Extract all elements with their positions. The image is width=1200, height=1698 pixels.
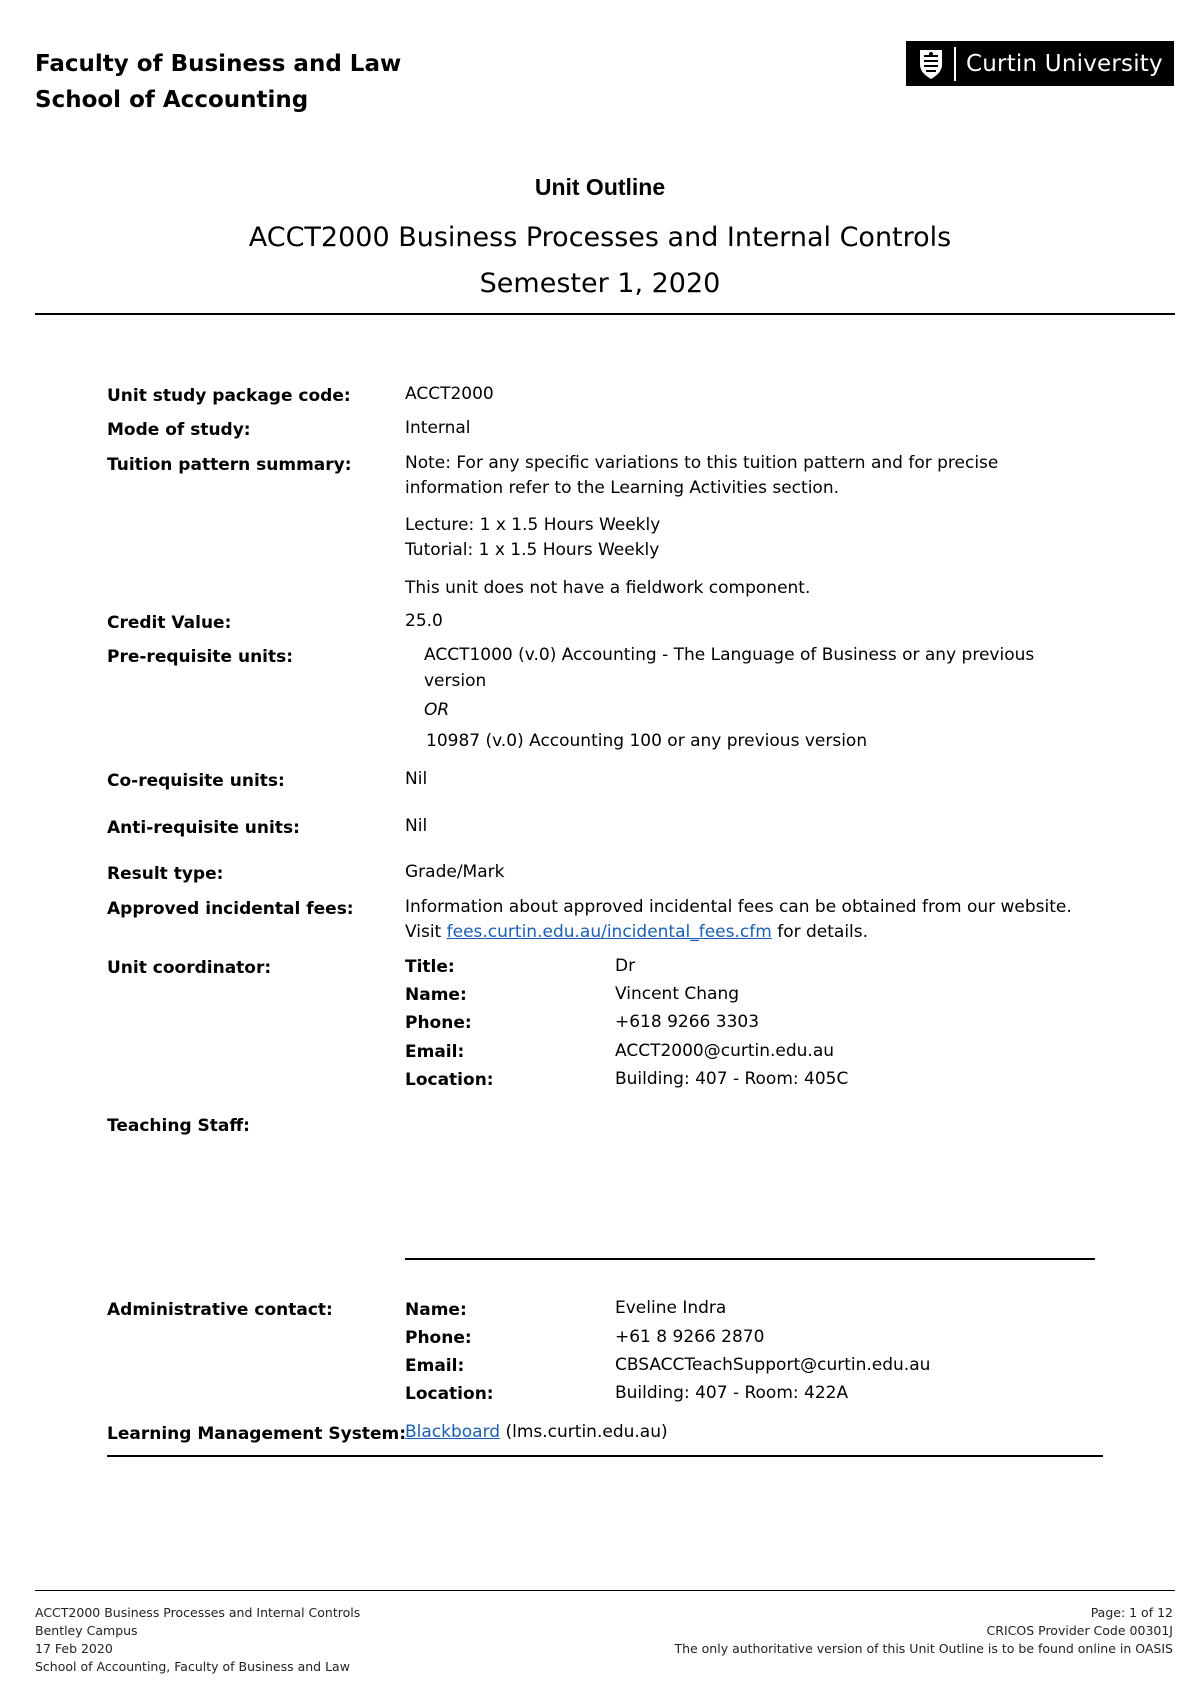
prereq-1: ACCT1000 (v.0) Accounting - The Language of Business or any previous <box>424 645 1035 665</box>
credit-value: 25.0 <box>405 611 443 631</box>
admin-email-label: Email: <box>405 1356 465 1376</box>
blackboard-link[interactable]: Blackboard <box>405 1422 501 1442</box>
result-label: Result type: <box>107 864 224 884</box>
admin-phone-label: Phone: <box>405 1328 472 1348</box>
semester: Semester 1, 2020 <box>479 268 721 299</box>
faculty-name: Faculty of Business and Law <box>35 51 402 77</box>
lms-divider <box>107 1455 1103 1457</box>
faculty-heading <box>35 46 401 118</box>
lecture-pattern: Lecture: 1 x 1.5 Hours Weekly <box>405 515 661 535</box>
prereq-1-cont: version <box>424 671 487 691</box>
admin-label: Administrative contact: <box>107 1300 333 1320</box>
coordinator-name-label: Name: <box>405 985 467 1005</box>
coordinator-name: Vincent Chang <box>615 984 740 1004</box>
lms-line <box>405 1419 668 1445</box>
logo-divider <box>954 47 956 81</box>
footer-unit: ACCT2000 Business Processes and Internal Controls <box>35 1605 361 1620</box>
school-name: School of Accounting <box>35 87 309 113</box>
fees-visit: Visit <box>405 922 442 942</box>
result-value: Grade/Mark <box>405 862 505 882</box>
lms-url: (lms.curtin.edu.au) <box>505 1422 668 1442</box>
coordinator-email: ACCT2000@curtin.edu.au <box>615 1041 835 1061</box>
credit-label: Credit Value: <box>107 613 232 633</box>
code-label: Unit study package code: <box>107 386 351 406</box>
mode-label: Mode of study: <box>107 420 251 440</box>
footer-date: 17 Feb 2020 <box>35 1641 113 1656</box>
coordinator-phone: +618 9266 3303 <box>615 1012 760 1032</box>
tuition-note-2: information refer to the Learning Activities section. <box>405 478 839 498</box>
admin-location: Building: 407 - Room: 422A <box>615 1383 849 1403</box>
coordinator-label: Unit coordinator: <box>107 958 272 978</box>
footer-cricos: CRICOS Provider Code 00301J <box>986 1623 1173 1638</box>
document-type: Unit Outline <box>534 174 666 200</box>
coordinator-location-label: Location: <box>405 1070 494 1090</box>
coreq-value: Nil <box>405 769 428 789</box>
fieldwork-note: This unit does not have a fieldwork component. <box>405 578 811 598</box>
footer-right <box>674 1604 1173 1658</box>
footer-campus: Bentley Campus <box>35 1623 138 1638</box>
crest-icon <box>916 47 946 81</box>
fees-label: Approved incidental fees: <box>107 899 354 919</box>
code-value: ACCT2000 <box>405 384 494 404</box>
footer-left <box>35 1604 360 1676</box>
prereq-2: 10987 (v.0) Accounting 100 or any previous version <box>426 731 868 751</box>
admin-email: CBSACCTeachSupport@curtin.edu.au <box>615 1355 931 1375</box>
curtin-logo <box>906 41 1174 86</box>
admin-name-label: Name: <box>405 1300 467 1320</box>
prereq-label: Pre-requisite units: <box>107 647 294 667</box>
lms-label: Learning Management System: <box>107 1424 407 1444</box>
fees-link[interactable]: fees.curtin.edu.au/incidental_fees.cfm <box>446 922 772 942</box>
admin-name: Eveline Indra <box>615 1298 727 1318</box>
footer-authority: The only authoritative version of this Unit Outline is to be found online in OASIS <box>674 1641 1173 1656</box>
coordinator-email-label: Email: <box>405 1042 465 1062</box>
coordinator-title-label: Title: <box>405 957 455 977</box>
antireq-value: Nil <box>405 816 428 836</box>
teaching-staff-label: Teaching Staff: <box>107 1116 250 1136</box>
coordinator-location: Building: 407 - Room: 405C <box>615 1069 849 1089</box>
tuition-note-1: Note: For any specific variations to this tuition pattern and for precise <box>405 453 999 473</box>
mode-value: Internal <box>405 418 471 438</box>
admin-phone: +61 8 9266 2870 <box>615 1327 765 1347</box>
coordinator-title: Dr <box>615 956 636 976</box>
tutorial-pattern: Tutorial: 1 x 1.5 Hours Weekly <box>405 540 660 560</box>
footer-page: Page: 1 of 12 <box>1090 1605 1173 1620</box>
fees-visit-line <box>405 919 868 945</box>
prereq-or: OR <box>424 700 450 720</box>
logo-text: Curtin University <box>966 50 1163 77</box>
fees-info: Information about approved incidental fees can be obtained from our website. <box>405 897 1072 917</box>
fees-after: for details. <box>777 922 869 942</box>
unit-title: ACCT2000 Business Processes and Internal Controls <box>248 222 952 253</box>
tuition-label: Tuition pattern summary: <box>107 455 352 475</box>
admin-location-label: Location: <box>405 1384 494 1404</box>
coordinator-phone-label: Phone: <box>405 1013 472 1033</box>
staff-divider <box>405 1258 1095 1260</box>
antireq-label: Anti-requisite units: <box>107 818 300 838</box>
coreq-label: Co-requisite units: <box>107 771 285 791</box>
footer-school: School of Accounting, Faculty of Business and Law <box>35 1659 350 1674</box>
title-divider <box>35 313 1175 315</box>
footer-divider <box>35 1590 1175 1591</box>
